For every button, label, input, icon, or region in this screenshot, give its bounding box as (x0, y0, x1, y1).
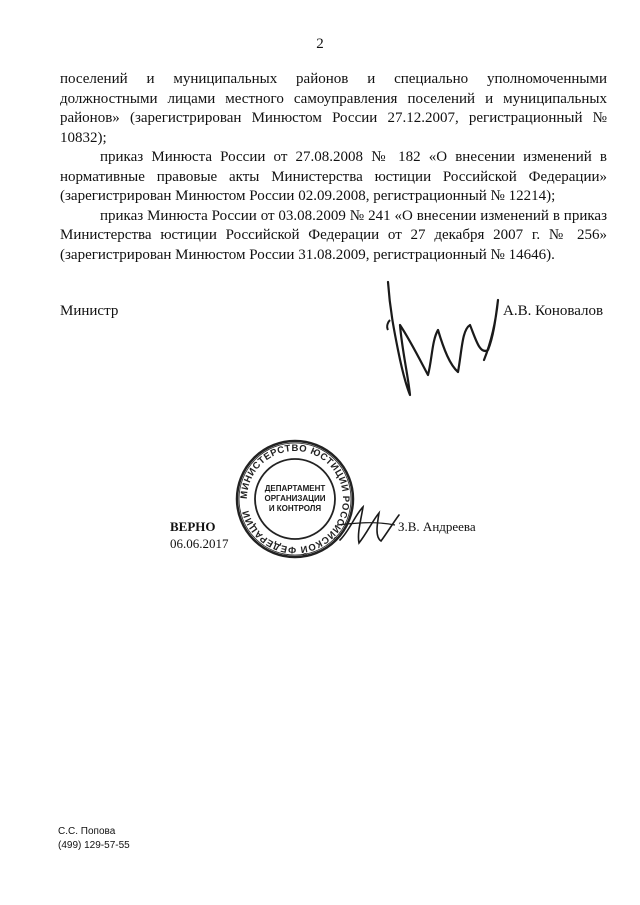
paragraph-order-182: приказ Минюста России от 27.08.2008 № 182 «О внесении изменений в нормативные правовые акты Министерства юстиции Российской Федерации» (зарегистрирован Минюстом России 02.09.2008, регистрационный № 12214); (60, 149, 607, 204)
certifier-signature (335, 495, 405, 555)
stamp-line: ОРГАНИЗАЦИИ (264, 494, 326, 503)
certification-date: 06.06.2017 (170, 536, 229, 551)
minister-signature (380, 280, 510, 410)
paragraph-continuation: поселений и муниципальных районов и специально уполномоченными должностными лицами местного самоуправления поселений и муниципальных районов» (зарегистрирован Минюстом России 27.12.2007, регистрационный № 10832); (60, 71, 607, 146)
page-number: 2 (316, 36, 324, 52)
certification-label: ВЕРНО (170, 519, 216, 534)
signatory-name: А.В. Коновалов (503, 303, 604, 319)
executor-name: С.С. Попова (58, 826, 116, 837)
stamp-ring-text: МИНИСТЕРСТВО ЮСТИЦИИ РОССИЙСКОЙ ФЕДЕРАЦИИ (238, 442, 352, 556)
body-text (60, 70, 607, 265)
stamp-center-text (260, 476, 330, 522)
signatory-title: Министр (60, 303, 119, 319)
certifier-name: З.В. Андреева (398, 519, 476, 534)
paragraph-order-241: приказ Минюста России от 03.08.2009 № 241 «О внесении изменений в приказ Министерства юстиции Российской Федерации от 27 декабря 2007 г. № 256» (зарегистрирован Минюстом России 31.08.2009, регистрационный № 14646). (60, 207, 607, 263)
stamp-line: И КОНТРОЛЯ (268, 504, 322, 513)
executor-phone: (499) 129-57-55 (58, 840, 130, 851)
stamp-line: ДЕПАРТАМЕНТ (264, 484, 326, 493)
